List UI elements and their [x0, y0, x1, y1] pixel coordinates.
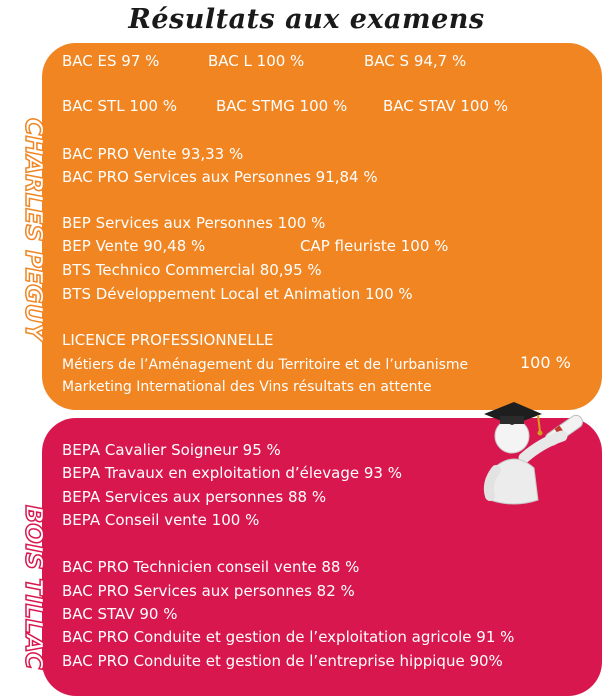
- result-bac-stl: BAC STL 100 %: [62, 97, 177, 115]
- page-title: Résultats aux examens: [128, 4, 485, 35]
- result-licence-marketing: Marketing International des Vins résultats en attente: [62, 379, 432, 395]
- licence-heading: LICENCE PROFESSIONNELLE: [62, 331, 274, 349]
- list-item: BEPA Services aux personnes 88 %: [62, 488, 327, 506]
- list-item: BEPA Conseil vente 100 %: [62, 511, 260, 529]
- bois-tillac-side-label: BOIS TILLAC: [20, 505, 48, 670]
- result-licence-amenagement-value: 100 %: [520, 353, 571, 372]
- result-bep-services: BEP Services aux Personnes 100 %: [62, 214, 326, 232]
- result-bac-stav: BAC STAV 100 %: [383, 97, 509, 115]
- result-licence-amenagement: Métiers de l’Aménagement du Territoire et de l’urbanisme: [62, 357, 469, 373]
- list-item: BAC PRO Services aux personnes 82 %: [62, 582, 355, 600]
- list-item: BEPA Cavalier Soigneur 95 %: [62, 441, 281, 459]
- list-item: BAC PRO Technicien conseil vente 88 %: [62, 558, 360, 576]
- graduate-figure-with-diploma-icon: [466, 388, 606, 508]
- list-item: BAC PRO Conduite et gestion de l’exploitation agricole 91 %: [62, 628, 515, 646]
- result-cap-fleuriste: CAP fleuriste 100 %: [300, 237, 449, 255]
- list-item: BAC STAV 90 %: [62, 605, 178, 623]
- result-bac-s: BAC S 94,7 %: [364, 52, 467, 70]
- result-bac-l: BAC L 100 %: [208, 52, 305, 70]
- result-bac-stmg: BAC STMG 100 %: [216, 97, 348, 115]
- result-bac-es: BAC ES 97 %: [62, 52, 160, 70]
- result-bac-pro-vente: BAC PRO Vente 93,33 %: [62, 145, 244, 163]
- list-item: BAC PRO Conduite et gestion de l’entreprise hippique 90%: [62, 652, 503, 670]
- result-bts-developpement: BTS Développement Local et Animation 100 %: [62, 285, 413, 303]
- result-bac-pro-services: BAC PRO Services aux Personnes 91,84 %: [62, 168, 378, 186]
- charles-peguy-side-label: CHARLES PEGUY: [20, 118, 48, 341]
- result-bep-vente: BEP Vente 90,48 %: [62, 237, 206, 255]
- result-bts-technico: BTS Technico Commercial 80,95 %: [62, 261, 322, 279]
- list-item: BEPA Travaux en exploitation d’élevage 93 %: [62, 464, 402, 482]
